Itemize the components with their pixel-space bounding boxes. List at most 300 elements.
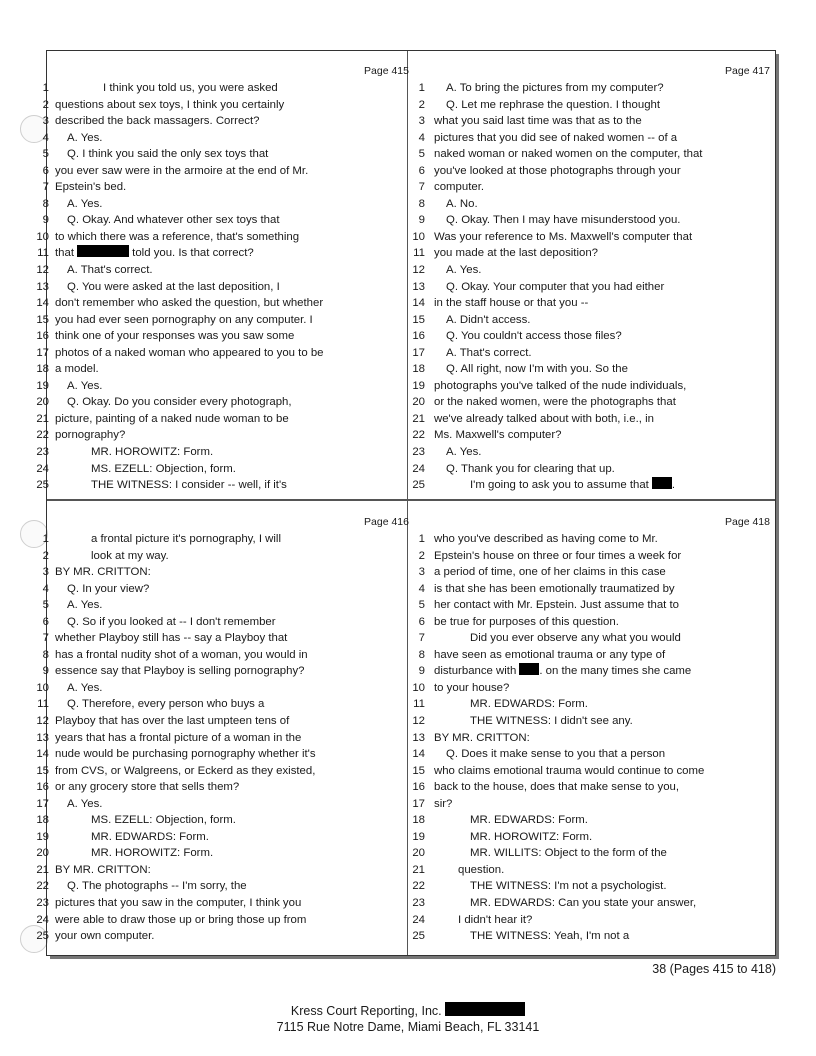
transcript-line	[408, 80, 776, 97]
transcript-line	[408, 130, 776, 147]
line-text: pornography?	[55, 429, 126, 442]
transcript-line	[37, 245, 415, 262]
transcript-line	[408, 696, 776, 713]
line-text: A. That's correct.	[446, 346, 532, 359]
transcript-page-416	[36, 502, 415, 950]
transcript-line	[408, 895, 776, 912]
transcript-sheet	[36, 50, 776, 956]
line-text: you made at the last deposition?	[434, 247, 599, 260]
line-text: from CVS, or Walgreens, or Eckerd as they existed,	[55, 764, 316, 777]
line-number: 21	[36, 412, 49, 425]
line-text: described the back massagers. Correct?	[55, 115, 260, 128]
transcript-lines	[36, 531, 415, 945]
line-text: naked woman or naked women on the computer, that	[434, 148, 703, 161]
line-text: MR. EDWARDS: Form.	[470, 814, 588, 827]
transcript-line	[408, 630, 776, 647]
line-text: THE WITNESS: Yeah, I'm not a	[470, 930, 630, 943]
line-number: 14	[36, 748, 49, 761]
line-text: Was your reference to Ms. Maxwell's computer that	[434, 230, 693, 243]
transcript-line	[408, 779, 776, 796]
line-text: A. Yes.	[446, 264, 482, 277]
line-text: Q. Does it make sense to you that a person	[446, 748, 666, 761]
line-number: 9	[42, 665, 49, 678]
row-divider	[47, 499, 775, 501]
transcript-line	[408, 564, 776, 581]
line-number: 5	[42, 599, 49, 612]
line-text: BY MR. CRITTON:	[434, 731, 530, 744]
line-text: back to the house, does that make sense to you,	[434, 781, 680, 794]
line-text: A. Yes.	[446, 446, 482, 459]
line-number: 2	[42, 98, 49, 111]
line-number: 7	[418, 181, 425, 194]
line-text: Q. All right, now I'm with you. So the	[446, 363, 628, 376]
line-number: 10	[412, 681, 425, 694]
transcript-line	[42, 97, 415, 114]
line-number: 7	[418, 632, 425, 645]
line-number: 18	[36, 814, 49, 827]
line-text: A. Yes.	[67, 797, 103, 810]
transcript-line	[36, 895, 415, 912]
line-number: 9	[418, 214, 425, 227]
line-text: that told you. Is that correct?	[55, 247, 254, 260]
line-text: her contact with Mr. Epstein. Just assume that to	[434, 599, 680, 612]
line-text: a period of time, one of her claims in this case	[434, 566, 666, 579]
transcript-line	[36, 444, 415, 461]
line-text: Q. Okay. Your computer that you had either	[446, 280, 665, 293]
transcript-line	[42, 630, 415, 647]
line-text: essence say that Playboy is selling pornography?	[55, 665, 305, 678]
redaction-box	[77, 245, 129, 257]
transcript-line	[408, 245, 776, 262]
line-text: who claims emotional trauma would continue to come	[434, 764, 705, 777]
transcript-line	[36, 912, 415, 929]
transcript-line	[36, 829, 415, 846]
transcript-line	[36, 477, 415, 494]
transcript-line	[36, 361, 415, 378]
transcript-line	[408, 680, 776, 697]
transcript-line	[408, 477, 776, 494]
transcript-line	[408, 196, 776, 213]
transcript-line	[408, 862, 776, 879]
line-number: 4	[418, 131, 425, 144]
line-number: 24	[412, 462, 425, 475]
line-text: Q. Thank you for clearing that up.	[446, 462, 615, 475]
transcript-line	[42, 212, 415, 229]
transcript-line	[42, 647, 415, 664]
line-text: Q. Okay. And whatever other sex toys that	[67, 214, 280, 227]
line-number: 11	[37, 247, 49, 260]
line-number: 17	[36, 346, 49, 359]
line-text: A. Yes.	[67, 599, 103, 612]
line-number: 2	[418, 98, 425, 111]
line-number: 19	[412, 830, 425, 843]
line-text: think one of your responses was you saw some	[55, 330, 295, 343]
transcript-line	[408, 829, 776, 846]
line-number: 6	[42, 615, 49, 628]
transcript-line	[36, 730, 415, 747]
line-number: 18	[36, 363, 49, 376]
line-text: MR. HOROWITZ: Form.	[470, 830, 593, 843]
line-text: Did you ever observe any what you would	[470, 632, 681, 645]
transcript-line	[36, 411, 415, 428]
transcript-line	[408, 444, 776, 461]
line-text: Q. I think you said the only sex toys that	[67, 148, 269, 161]
line-text: picture, painting of a naked nude woman to be	[55, 412, 289, 425]
line-number: 15	[412, 313, 425, 326]
transcript-line	[42, 179, 415, 196]
company-address: 7115 Rue Notre Dame, Miami Beach, FL 33141	[276, 1020, 540, 1034]
transcript-line	[42, 146, 415, 163]
transcript-line	[408, 411, 776, 428]
transcript-line	[408, 361, 776, 378]
line-number: 23	[36, 897, 49, 910]
line-text: Q. You were asked at the last deposition, I	[67, 280, 280, 293]
line-number: 15	[36, 313, 49, 326]
line-text: MS. EZELL: Objection, form.	[91, 462, 236, 475]
line-text: Q. Therefore, every person who buys a	[67, 698, 265, 711]
line-number: 2	[418, 549, 425, 562]
line-number: 12	[36, 264, 49, 277]
line-text: A. That's correct.	[67, 264, 153, 277]
line-number: 4	[418, 582, 425, 595]
transcript-line	[408, 113, 776, 130]
line-number: 25	[36, 479, 49, 492]
line-text: BY MR. CRITTON:	[55, 566, 151, 579]
line-text: THE WITNESS: I didn't see any.	[470, 715, 633, 728]
transcript-line	[408, 713, 776, 730]
line-text: disturbance with . on the many times she came	[434, 665, 692, 678]
line-number: 16	[36, 330, 49, 343]
transcript-line	[36, 279, 415, 296]
line-number: 8	[418, 648, 425, 661]
line-number: 16	[412, 781, 425, 794]
line-number: 2	[42, 549, 49, 562]
line-text: or any grocery store that sells them?	[55, 781, 240, 794]
line-number: 4	[42, 131, 49, 144]
transcript-line	[408, 912, 776, 929]
transcript-line	[36, 229, 415, 246]
line-number: 15	[412, 764, 425, 777]
line-number: 22	[412, 880, 425, 893]
transcript-line	[408, 279, 776, 296]
sheet-shadow-bottom	[50, 956, 779, 959]
transcript-line	[408, 548, 776, 565]
transcript-line	[42, 531, 415, 548]
court-reporter-company	[0, 1002, 816, 1018]
transcript-line	[42, 196, 415, 213]
line-number: 11	[413, 247, 425, 260]
line-text: look at my way.	[91, 549, 169, 562]
transcript-line	[408, 312, 776, 329]
line-text: have seen as emotional trauma or any type of	[434, 648, 666, 661]
transcript-line	[42, 614, 415, 631]
line-text: whether Playboy still has -- say a Playboy that	[55, 632, 288, 645]
line-number: 21	[412, 412, 425, 425]
line-number: 3	[418, 566, 425, 579]
transcript-line	[36, 746, 415, 763]
line-number: 22	[36, 429, 49, 442]
line-text: A. Yes.	[67, 681, 103, 694]
transcript-line	[36, 345, 415, 362]
line-number: 1	[42, 533, 49, 545]
line-text: Q. The photographs -- I'm sorry, the	[67, 880, 247, 893]
line-number: 20	[36, 847, 49, 860]
line-text: Q. Okay. Do you consider every photograph,	[67, 396, 292, 409]
line-number: 23	[412, 446, 425, 459]
transcript-line	[42, 548, 415, 565]
transcript-line	[36, 796, 415, 813]
line-text: Q. Let me rephrase the question. I thought	[446, 98, 661, 111]
line-number: 11	[37, 698, 49, 711]
line-number: 8	[42, 197, 49, 210]
line-number: 8	[418, 197, 425, 210]
transcript-line	[36, 928, 415, 945]
transcript-line	[408, 295, 776, 312]
line-text: A. To bring the pictures from my computer?	[446, 82, 664, 94]
transcript-line	[42, 163, 415, 180]
line-text: what you said last time was that as to the	[434, 115, 642, 128]
line-number: 7	[42, 181, 49, 194]
line-text: I didn't hear it?	[458, 913, 533, 926]
transcript-line	[408, 796, 776, 813]
transcript-line	[408, 597, 776, 614]
line-number: 8	[42, 648, 49, 661]
line-number: 14	[36, 297, 49, 310]
page-range: 38 (Pages 415 to 418)	[652, 962, 776, 976]
line-number: 17	[412, 797, 425, 810]
transcript-line	[42, 597, 415, 614]
line-number: 7	[42, 632, 49, 645]
line-text: I think you told us, you were asked	[103, 82, 278, 94]
line-number: 14	[412, 748, 425, 761]
line-number: 20	[36, 396, 49, 409]
line-number: 13	[36, 280, 49, 293]
transcript-line	[408, 812, 776, 829]
line-text: A. No.	[446, 197, 478, 210]
line-number: 17	[36, 797, 49, 810]
page-number: Page 418	[725, 516, 770, 528]
line-text: computer.	[434, 181, 485, 194]
line-number: 24	[36, 913, 49, 926]
transcript-line	[42, 113, 415, 130]
transcript-line	[36, 713, 415, 730]
line-number: 1	[418, 533, 425, 545]
line-text: pictures that you did see of naked women -- of a	[434, 131, 678, 144]
transcript-line	[36, 394, 415, 411]
line-number: 22	[36, 880, 49, 893]
line-text: A. Didn't access.	[446, 313, 531, 326]
line-number: 18	[412, 363, 425, 376]
line-number: 9	[42, 214, 49, 227]
line-number: 21	[36, 863, 49, 876]
line-text: THE WITNESS: I consider -- well, if it's	[91, 479, 287, 492]
line-text: Q. So if you looked at -- I don't remember	[67, 615, 276, 628]
transcript-line	[408, 746, 776, 763]
transcript-line	[408, 179, 776, 196]
transcript-line	[408, 763, 776, 780]
company-name: Kress Court Reporting, Inc.	[290, 1004, 442, 1018]
line-text: don't remember who asked the question, but whether	[55, 297, 324, 310]
transcript-line	[408, 394, 776, 411]
redaction-box	[519, 663, 539, 675]
transcript-line	[36, 328, 415, 345]
line-text: Q. You couldn't access those files?	[446, 330, 622, 343]
line-text: we've already talked about with both, i.e., in	[434, 412, 654, 425]
transcript-line	[42, 80, 415, 97]
transcript-line	[36, 427, 415, 444]
transcript-line	[408, 531, 776, 548]
line-text: pictures that you saw in the computer, I think you	[55, 897, 302, 910]
line-number: 14	[412, 297, 425, 310]
line-text: A. Yes.	[67, 131, 103, 144]
line-number: 3	[42, 115, 49, 128]
line-text: Playboy that has over the last umpteen tens of	[55, 715, 290, 728]
transcript-line	[36, 461, 415, 478]
line-text: Epstein's bed.	[55, 181, 127, 194]
line-number: 25	[36, 930, 49, 943]
line-number: 24	[36, 462, 49, 475]
line-text: to which there was a reference, that's something	[55, 230, 300, 243]
line-text: a frontal picture it's pornography, I will	[91, 533, 281, 545]
line-number: 20	[412, 396, 425, 409]
line-text: questions about sex toys, I think you certainly	[55, 98, 285, 111]
line-number: 13	[412, 731, 425, 744]
line-text: photos of a naked woman who appeared to you to be	[55, 346, 324, 359]
transcript-page-418	[408, 502, 776, 950]
line-number: 6	[418, 164, 425, 177]
page-number: Page 417	[725, 65, 770, 77]
line-number: 5	[42, 148, 49, 161]
line-text: Q. In your view?	[67, 582, 150, 595]
transcript-lines	[36, 80, 415, 494]
line-text: Epstein's house on three or four times a week for	[434, 549, 682, 562]
line-text: MR. EDWARDS: Can you state your answer,	[470, 897, 697, 910]
transcript-line	[408, 647, 776, 664]
line-text: you ever saw were in the armoire at the end of Mr.	[55, 164, 309, 177]
line-number: 24	[412, 913, 425, 926]
line-text: or the naked women, were the photographs that	[434, 396, 676, 409]
line-number: 5	[418, 599, 425, 612]
transcript-line	[408, 845, 776, 862]
transcript-line	[408, 97, 776, 114]
line-number: 13	[36, 731, 49, 744]
line-number: 12	[412, 715, 425, 728]
transcript-line	[42, 564, 415, 581]
line-number: 19	[412, 379, 425, 392]
line-text: in the staff house or that you --	[434, 297, 589, 310]
redaction-box	[445, 1002, 525, 1016]
line-number: 9	[418, 665, 425, 678]
line-text: to your house?	[434, 681, 510, 694]
line-number: 10	[36, 230, 49, 243]
transcript-line	[408, 345, 776, 362]
transcript-line	[36, 862, 415, 879]
line-number: 12	[412, 264, 425, 277]
line-number: 19	[36, 379, 49, 392]
line-text: you had ever seen pornography on any computer. I	[55, 313, 313, 326]
line-number: 22	[412, 429, 425, 442]
line-text: sir?	[434, 797, 453, 810]
line-text: photographs you've talked of the nude individuals,	[434, 379, 687, 392]
line-number: 12	[36, 715, 49, 728]
line-text: MR. EDWARDS: Form.	[470, 698, 588, 711]
line-number: 20	[412, 847, 425, 860]
line-number: 23	[412, 897, 425, 910]
line-number: 10	[36, 681, 49, 694]
line-text: MR. WILLITS: Object to the form of the	[470, 847, 667, 860]
transcript-line	[408, 581, 776, 598]
line-text: THE WITNESS: I'm not a psychologist.	[470, 880, 667, 893]
transcript-line	[408, 378, 776, 395]
line-text: MR. EDWARDS: Form.	[91, 830, 209, 843]
line-number: 13	[412, 280, 425, 293]
page-number: Page 416	[364, 516, 409, 528]
transcript-line	[36, 312, 415, 329]
line-number: 11	[413, 698, 425, 711]
line-text: question.	[458, 863, 505, 876]
line-number: 6	[42, 164, 49, 177]
sheet-shadow-right	[776, 54, 779, 958]
transcript-line	[408, 878, 776, 895]
transcript-line	[36, 878, 415, 895]
line-number: 1	[418, 82, 425, 94]
line-text: MS. EZELL: Objection, form.	[91, 814, 236, 827]
line-number: 3	[42, 566, 49, 579]
transcript-lines	[408, 531, 776, 945]
line-text: a model.	[55, 363, 99, 376]
line-text: your own computer.	[55, 930, 155, 943]
transcript-line	[36, 812, 415, 829]
transcript-line	[408, 427, 776, 444]
line-text: I'm going to ask you to assume that .	[470, 479, 675, 492]
line-text: Q. Okay. Then I may have misunderstood you.	[446, 214, 681, 227]
line-text: MR. HOROWITZ: Form.	[91, 847, 214, 860]
line-text: who you've described as having come to Mr.	[434, 533, 658, 545]
transcript-line	[36, 845, 415, 862]
line-text: be true for purposes of this question.	[434, 615, 619, 628]
transcript-line	[408, 163, 776, 180]
line-number: 10	[412, 230, 425, 243]
transcript-line	[408, 212, 776, 229]
transcript-line	[408, 614, 776, 631]
transcript-line	[36, 295, 415, 312]
transcript-line	[36, 763, 415, 780]
line-number: 4	[42, 582, 49, 595]
line-text: MR. HOROWITZ: Form.	[91, 446, 214, 459]
transcript-line	[36, 779, 415, 796]
transcript-line	[408, 663, 776, 680]
transcript-line	[36, 680, 415, 697]
transcript-line	[42, 663, 415, 680]
transcript-line	[408, 146, 776, 163]
redaction-box	[652, 477, 672, 489]
line-number: 18	[412, 814, 425, 827]
line-number: 19	[36, 830, 49, 843]
line-text: is that she has been emotionally traumatized by	[434, 582, 675, 595]
transcript-page-417	[408, 51, 776, 499]
transcript-line	[42, 581, 415, 598]
line-number: 23	[36, 446, 49, 459]
line-text: has a frontal nudity shot of a woman, you would in	[55, 648, 308, 661]
line-number: 15	[36, 764, 49, 777]
line-number: 16	[412, 330, 425, 343]
transcript-line	[408, 928, 776, 945]
line-number: 6	[418, 615, 425, 628]
transcript-line	[36, 378, 415, 395]
line-number: 25	[412, 930, 425, 943]
page-number: Page 415	[364, 65, 409, 77]
transcript-line	[408, 229, 776, 246]
